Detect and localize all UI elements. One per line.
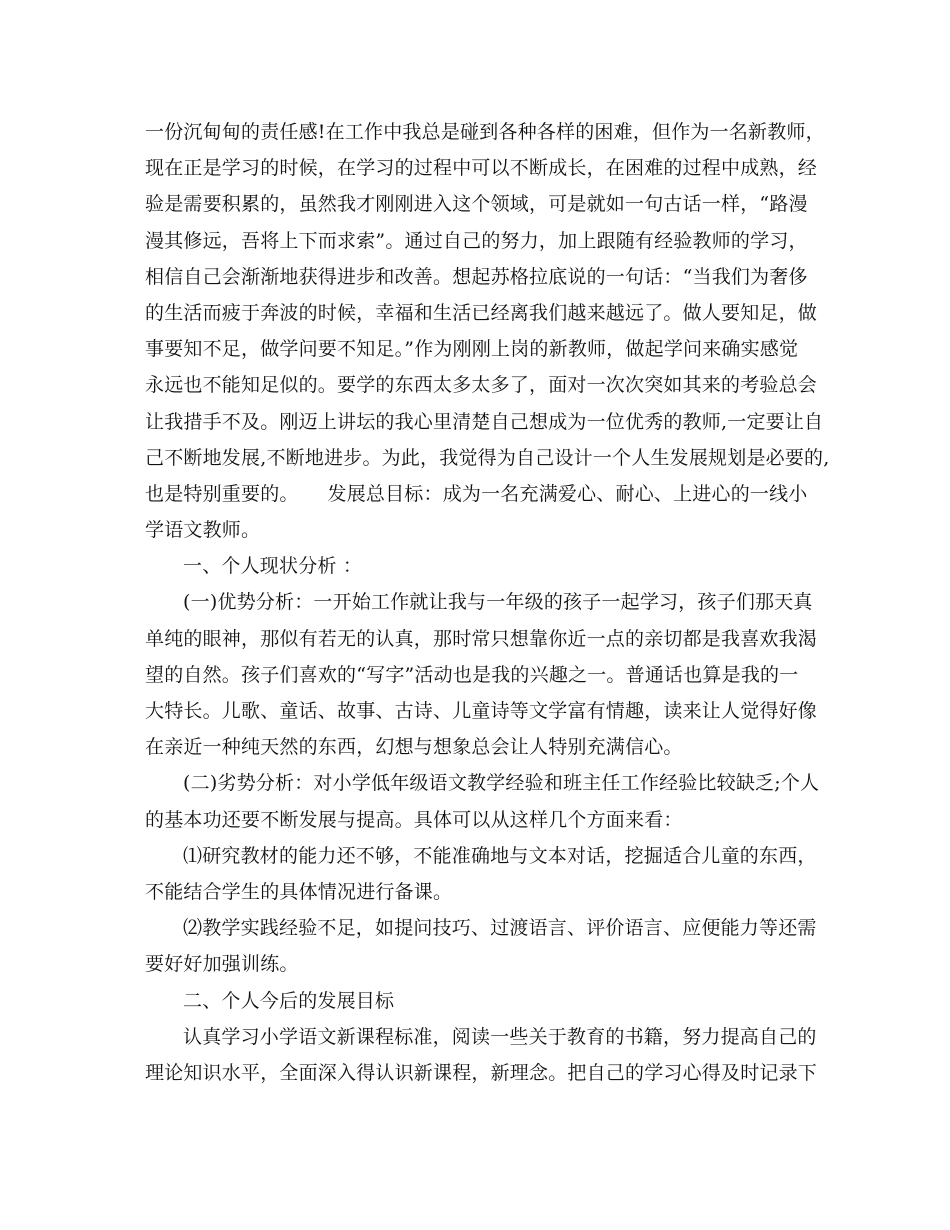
text-line-12: 学语文教师。 (145, 519, 261, 542)
section-heading-2: 二、个人今后的发展目标 (183, 989, 395, 1012)
text-line-23: ⑵教学实践经验不足，如提问技巧、过渡语言、评价语言、应便能力等还需 (183, 917, 817, 940)
section-heading-1: 一、个人现状分析 ： (183, 555, 363, 578)
text-line-2: 现在正是学习的时候，在学习的过程中可以不断成长，在困难的过程中成熟，经 (145, 157, 818, 180)
text-line-14: (一)优势分析：一开始工作就让我与一年级的孩子一起学习，孩子们那天真 (183, 591, 813, 614)
text-line-7: 事要知不足，做学问要不知足。”作为刚刚上岗的新教师，做起学问来确实感觉 (145, 338, 799, 361)
text-line-15: 单纯的眼神，那似有若无的认真，那时常只想靠你近一点的亲切都是我喜欢我渴 (145, 627, 818, 650)
text-line-22: 不能结合学生的具体情况进行备课。 (145, 880, 453, 903)
text-line-17: 大特长。儿歌、童话、故事、古诗、儿童诗等文学富有情趣，读来让人觉得好像 (145, 700, 818, 722)
text-line-9: 让我措手不及。刚迈上讲坛的我心里清楚自己想成为一位优秀的教师,一定要让自 (145, 410, 824, 433)
text-line-1: 一份沉甸甸的责任感!在工作中我总是碰到各种各样的困难，但作为一名新教师， (145, 121, 825, 143)
text-line-20: 的基本功还要不断发展与提高。具体可以从这样几个方面来看： (145, 808, 683, 831)
text-line-26: 认真学习小学语文新课程标准，阅读一些关于教育的书籍，努力提高自己的 (183, 1025, 817, 1048)
text-line-11: 也是特别重要的。 发展总目标：成为一名充满爱心、耐心、上进心的一线小 (145, 482, 808, 505)
text-line-18: 在亲近一种纯天然的东西，幻想与想象总会让人特别充满信心。 (145, 736, 683, 759)
document-body (145, 114, 830, 1091)
text-line-27: 理论知识水平，全面深入得认识新课程，新理念。把自己的学习心得及时记录下 (145, 1061, 818, 1084)
text-line-16: 望的自然。孩子们喜欢的“写字”活动也是我的兴趣之一。普通话也算是我的一 (145, 663, 799, 686)
text-line-21: ⑴研究教材的能力还不够，不能准确地与文本对话，挖掘适合儿童的东西， (183, 844, 817, 867)
text-line-3: 验是需要积累的，虽然我才刚刚进入这个领域，可是就如一句古话一样，“路漫 (145, 193, 808, 216)
text-line-5: 相信自己会渐渐地获得进步和改善。想起苏格拉底说的一句话：“当我们为奢侈 (145, 265, 808, 288)
text-line-8: 永远也不能知足似的。要学的东西太多太多了，面对一次次突如其来的考验总会 (145, 374, 818, 397)
text-line-4: 漫其修远，吾将上下而求索”。通过自己的努力，加上跟随有经验教师的学习， (145, 229, 808, 252)
text-line-6: 的生活而疲于奔波的时候，幸福和生活已经离我们越来越远了。做人要知足，做 (145, 301, 818, 324)
text-line-10: 己不断地发展,不断地进步。为此，我觉得为自己设计一个人生发展规划是必要的, (145, 446, 830, 469)
text-line-19: (二)劣势分析：对小学低年级语文教学经验和班主任工作经验比较缺乏;个人 (183, 772, 820, 795)
text-line-24: 要好好加强训练。 (145, 953, 299, 976)
